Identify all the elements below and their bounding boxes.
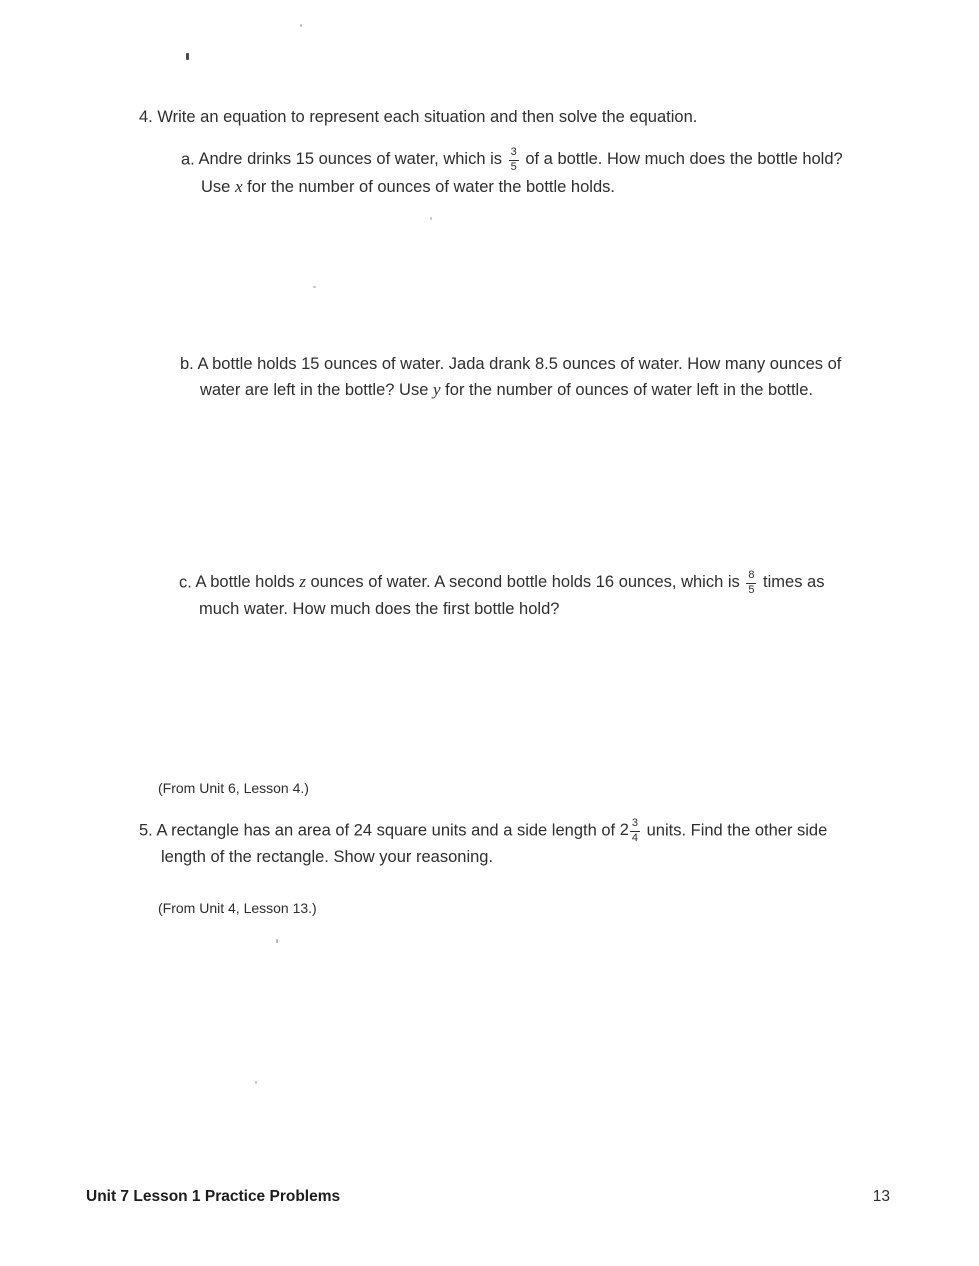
scan-speck <box>300 24 302 27</box>
scan-speck <box>186 53 189 60</box>
problem-4-source-note: (From Unit 6, Lesson 4.) <box>158 780 309 796</box>
fraction: $\frac{3}{5}$ <box>510 146 517 173</box>
problem-4-number: 4. <box>139 108 153 126</box>
problem-4-part-c <box>179 569 867 622</box>
fraction: $\frac{8}{5}$ <box>748 569 755 596</box>
problem-5-prompt: A rectangle has an area of 24 square units and a side length of 2 $\frac{3}{4}$ units. Find the other side length of the rectangle. Show your reasoning. <box>156 817 828 866</box>
math-variable: x <box>234 177 243 196</box>
part-c-label: c. <box>179 573 192 592</box>
part-b-text: A bottle holds 15 ounces of water. Jada drank 8.5 ounces of water. How many ounces of water are left in the bottle? Use y for the number of ounces of water left in the bottle. <box>197 355 842 399</box>
problem-5-number: 5. <box>139 821 153 840</box>
part-c-text: A bottle holds z ounces of water. A second bottle holds 16 ounces, which is $\frac{8}{5}$ times as much water. How much does the first bottle hold? <box>195 569 825 618</box>
mixed-number <box>619 817 642 844</box>
scan-speck <box>313 286 316 288</box>
scan-speck <box>276 939 278 943</box>
fraction: $\frac{3}{4}$ <box>631 817 639 844</box>
math-variable: y <box>432 380 441 399</box>
part-b-label: b. <box>180 355 194 373</box>
problem-4-prompt: Write an equation to represent each situation and then solve the equation. <box>157 108 698 126</box>
math-variable: z <box>299 572 306 592</box>
scan-speck <box>255 1081 257 1084</box>
part-a-text: Andre drinks 15 ounces of water, which is $\frac{3}{5}$ of a bottle. How much does the bottle hold? Use x for the number of ounces of water the bottle holds. <box>198 146 843 196</box>
problem-4-part-b <box>180 352 870 403</box>
problem-4 <box>139 105 861 130</box>
scan-speck <box>430 217 432 220</box>
page-footer <box>86 1186 890 1208</box>
part-a-label: a. <box>181 150 195 169</box>
footer-page-number: 13 <box>872 1188 890 1205</box>
problem-5-source-note: (From Unit 4, Lesson 13.) <box>158 900 317 916</box>
problem-4-part-a <box>181 146 869 200</box>
mixed-number-whole: 2 <box>619 821 629 840</box>
problem-5 <box>139 817 865 870</box>
footer-lesson-title: Unit 7 Lesson 1 Practice Problems <box>86 1188 341 1205</box>
